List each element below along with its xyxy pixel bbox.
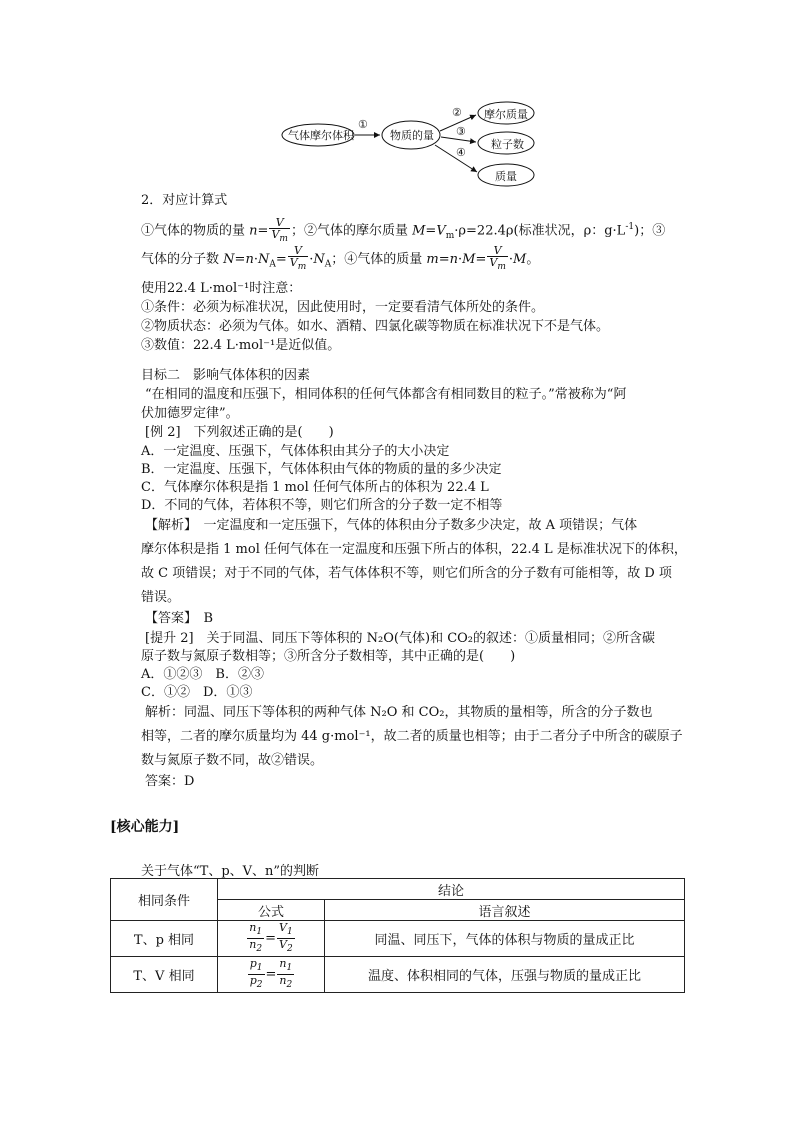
table-caption: 关于气体“T、p、V、n”的判断 [141,864,320,879]
practice-analysis-0: 解析：同温、同压下等体积的两种气体 N₂O 和 CO₂，其物质的量相等，所含的分子数也 [145,705,653,720]
row1-condition: T、p 相同 [111,921,218,957]
note-line-0: 使用22.4 L·mol⁻¹时注意： [141,281,302,296]
practice-answer: 答案：D [145,774,195,789]
judgment-table [110,878,685,993]
law-line-1: “在相同的温度和压强下，相同体积的任何气体都含有相同数目的粒子。”常被称为“阿 [145,387,627,402]
diagram-center-label: 物质的量 [390,129,434,142]
core-heading: [核心能力] [110,819,180,835]
row2-statement: 温度、体积相同的气体，压强与物质的量成正比 [325,957,685,993]
diagram-arrow-label-2: ② [452,106,462,119]
option-d: D．不同的气体，若体积不等，则它们所含的分子数一定不相等 [141,498,503,513]
diagram-target-1: 粒子数 [491,138,524,151]
row1-formula: $\frac{n_1}{n_2}$ = $\frac{V_1}{V_2}$ [218,921,325,957]
analysis-line-0: 【解析】 一定温度和一定压强下，气体的体积由分子数多少决定，故 A 项错误；气体 [145,518,638,533]
practice-option-2: C．①② D．①③ [141,685,253,700]
note-line-2: ②物质状态：必须为气体。如水、酒精、四氯化碳等物质在标准状况下不是气体。 [141,319,610,334]
note-line-1: ①条件：必须为标准状况，因此使用时，一定要看清气体所处的条件。 [141,300,545,315]
diagram-arrow-label-3: ③ [456,125,466,138]
goal2-heading: 目标二 影响气体体积的因素 [141,368,311,383]
head-formula: 公式 [218,900,325,921]
answer: 【答案】 B [145,611,214,626]
analysis-line-3: 错误。 [141,590,181,605]
option-a: A．一定温度、压强下，气体体积由其分子的大小决定 [141,444,450,459]
diagram-arrow-label-4: ④ [456,146,466,159]
diagram-target-0: 摩尔质量 [484,108,528,121]
practice-line-1: [提升 2] 关于同温、同压下等体积的 N₂O(气体)和 CO₂的叙述：①质量相同；②所含碳 [145,631,656,646]
note-line-3: ③数值：22.4 L·mol⁻¹是近似值。 [141,338,341,353]
diagram-arrow-label-1: ① [358,118,368,131]
row1-statement: 同温、同压下，气体的体积与物质的量成正比 [325,921,685,957]
practice-option-1: A．①②③ B．②③ [141,667,264,682]
diagram-target-2: 质量 [495,170,517,183]
section2-heading: 2．对应计算式 [141,193,228,208]
row2-condition: T、V 相同 [111,957,218,993]
option-c: C．气体摩尔体积是指 1 mol 任何气体所占的体积为 22.4 L [141,480,489,495]
practice-line-2: 原子数与氮原子数相等；③所含分子数相等，其中正确的是( ) [141,649,516,664]
head-condition: 相同条件 [111,879,218,921]
head-statement: 语言叙述 [325,900,685,921]
option-b: B．一定温度、压强下，气体体积由气体的物质的量的多少决定 [141,462,502,477]
analysis-line-2: 故 C 项错误；对于不同的气体，若气体体积不等，则它们所含的分子数有可能相等，故 D 项 [141,566,672,581]
analysis-line-1: 摩尔体积是指 1 mol 任何气体在一定温度和压强下所占的体积，22.4 L 是标准状况下的体积， [141,542,687,557]
law-line-2: 伏加德罗定律”。 [141,406,239,421]
formula-line-1: ①气体的物质的量 n= $\frac{V}{V_m}$ ；②气体的摩尔质量 $M=V_m\cdot\rho=22.4\rho$(标准状况，ρ：$g\cdot L^{-1}$)；③ [141,215,666,244]
practice-analysis-1: 相等，二者的摩尔质量均为 44 g·mol⁻¹，故二者的质量也相等；由于二者分子中所含的碳原子 [141,729,683,744]
row2-formula: $\frac{p_1}{p_2}$ = $\frac{n_1}{n_2}$ [218,957,325,993]
head-conclusion: 结论 [218,879,685,900]
practice-analysis-2: 数与氮原子数不同，故②错误。 [141,753,324,768]
example-question: [例 2] 下列叙述正确的是( ) [145,425,334,440]
diagram-source-label: 气体摩尔体积 [288,129,354,142]
formula-line-2: 气体的分子数 $N=n\cdot N_A=$ $\frac{V}{V_m}$ $\cdot N_A$；④气体的质量 m=n·M= $\frac{V}{V_m}$ ·M。 [141,244,540,273]
